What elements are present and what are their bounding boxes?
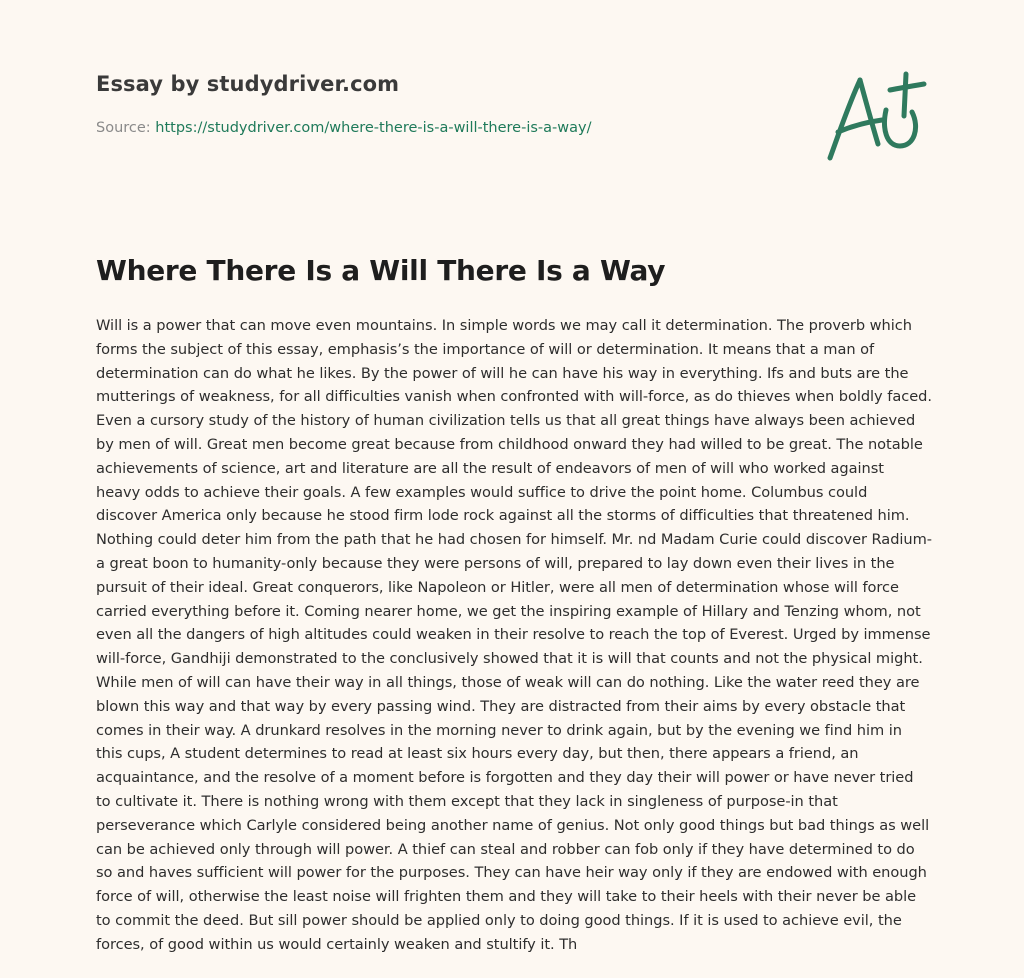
- site-brand: Essay by studydriver.com: [96, 72, 400, 96]
- a-plus-logo-icon: [820, 66, 930, 166]
- essay-title: Where There Is a Will There Is a Way: [96, 254, 666, 287]
- source-line: [96, 120, 796, 136]
- essay-body: Will is a power that can move even mountains. In simple words we may call it determination. The proverb which forms the subject of this essay, emphasis’s the importance of will or determination. It means that a man of determination can do what he likes. By the power of will he can have his way in everything. Ifs and buts are the mutterings of weakness, for all difficulties vanish when confronted with will-force, as do thieves when boldly faced. Even a cursory study of the history of human civilization tells us that all great things have always been achieved by men of will. Great men become great because from childhood onward they had willed to be great. The notable achievements of science, art and literature are all the result of endeavors of men of will who worked against heavy odds to achieve their goals. A few examples would suffice to drive the point home. Columbus could discover America only because he stood firm lode rock against all the storms of difficulties that threatened him. Nothing could deter him from the path that he had chosen for himself. Mr. nd Madam Curie could discover Radium- a great boon to humanity-only because they were persons of will, prepared to lay down even their lives in the pursuit of their ideal. Great conquerors, like Napoleon or Hitler, were all men of determination whose will force carried everything before it. Coming nearer home, we get the inspiring example of Hillary and Tenzing whom, not even all the dangers of high altitudes could weaken in their resolve to reach the top of Everest. Urged by immense will-force, Gandhiji demonstrated to the conclusively showed that it is will that counts and not the physical might. While men of will can have their way in all things, those of weak will can do nothing. Like the water reed they are blown this way and that way by every passing wind. They are distracted from their aims by every obstacle that comes in their way. A drunkard resolves in the morning never to drink again, but by the evening we find him in this cups, A student determines to read at least six hours every day, but then, there appears a friend, an acquaintance, and the resolve of a moment before is forgotten and they day their will power or have never tried to cultivate it. There is nothing wrong with them except that they lack in singleness of purpose-in that perseverance which Carlyle considered being another name of genius. Not only good things but bad things as well can be achieved only through will power. A thief can steal and robber can fob only if they have determined to do so and haves sufficient will power for the purposes. They can have heir way only if they are endowed with enough force of will, otherwise the least noise will frighten them and they will take to their heels with their never be able to commit the deed. But sill power should be applied only to doing good things. If it is used to achieve evil, the forces, of good within us would certainly weaken and stultify it. Th: [96, 317, 932, 953]
- page-header: [96, 72, 796, 136]
- source-link[interactable]: https://studydriver.com/where-there-is-a-will-there-is-a-way/: [155, 120, 592, 136]
- source-label: Source:: [96, 120, 156, 136]
